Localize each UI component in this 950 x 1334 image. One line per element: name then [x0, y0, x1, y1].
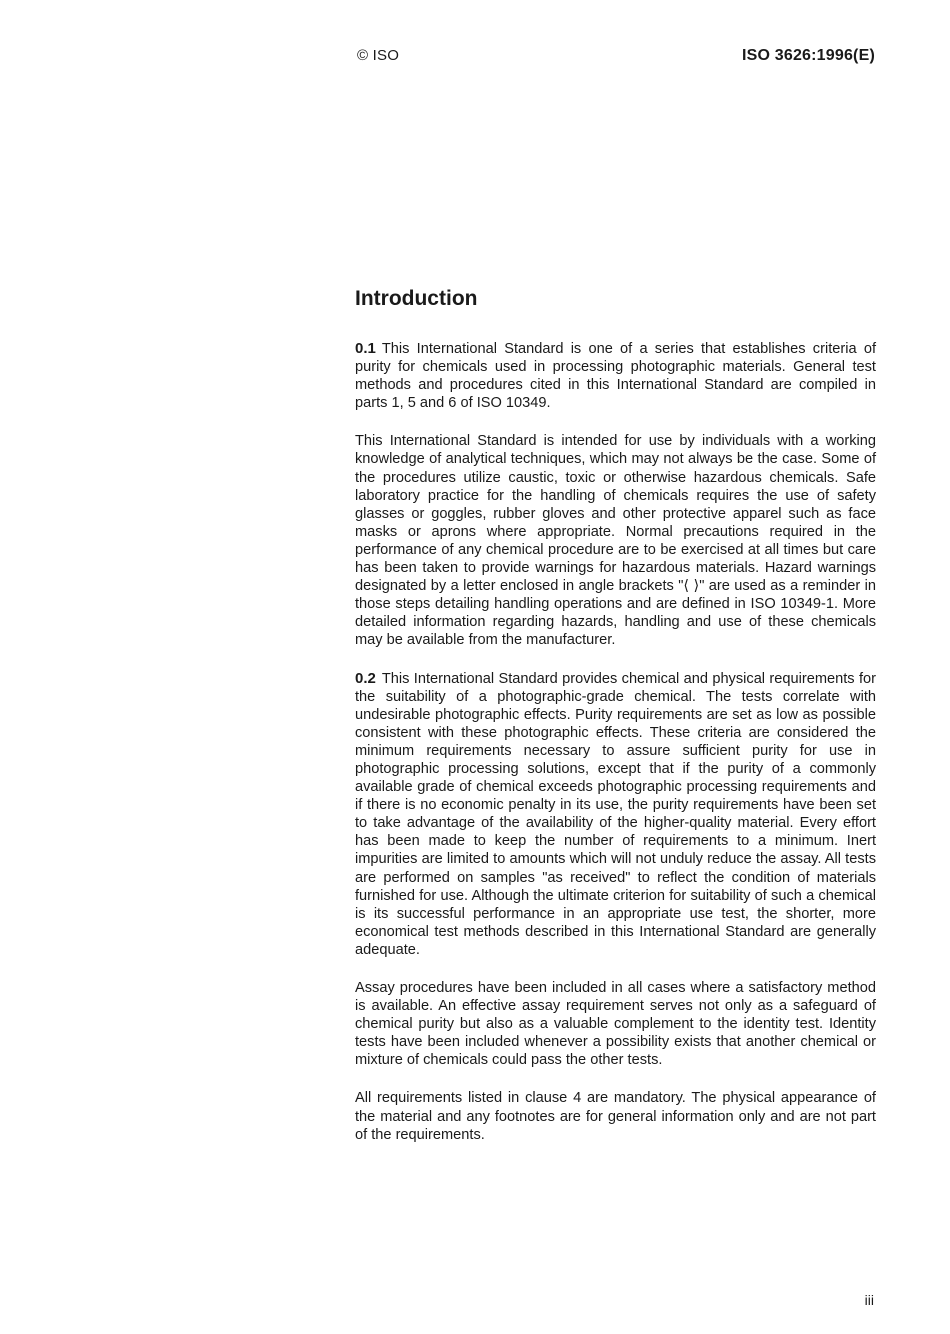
paragraph-safety [355, 432, 876, 649]
clause-number: 0.1 [355, 340, 376, 357]
body-text [355, 340, 876, 1164]
paragraph-text: This International Standard provides chemical and physical requirements for the suitability of a photographic-grade chemical. The tests correlate with undesirable photographic effects. Purity requirements are set as low as possible consistent with these photographic effects. These criteria are considered the minimum requirements necessary to assure sufficient purity for use in photographic processing solutions, except that if the purity of a commonly available grade of chemical exceeds photographic processing requirements and if there is no economic penalty in its use, the purity requirements have been set to take advantage of the availability of the higher-quality material. Every effort has been made to keep the number of requirements to a minimum. Inert impurities are limited to amounts which will not unduly reduce the assay. All tests are performed on samples "as received" to reflect the condition of materials furnished for use. Although the ultimate criterion for suitability of such a chemical is its successful performance in an appropriate use test, the shorter, more economical test methods described in this International Standard are generally adequate. [355, 670, 876, 958]
paragraph-text: This International Standard is intended for use by individuals with a working knowledge of analytical techniques, which may not always be the case. Some of the procedures utilize caustic, toxic or otherwise hazardous chemicals. Safe laboratory practice for the handling of chemicals requires the use of safety glasses or goggles, rubber gloves and other protective apparel such as face masks or aprons where appropriate. Normal precautions required in the performance of any chemical procedure are to be exercised at all times but care has been taken to provide warnings for hazardous materials. Hazard warnings designated by a letter enclosed in angle brackets "⟨ ⟩" are used as a reminder in those steps detailing handling operations and are defined in ISO 10349-1. More detailed information regarding hazards, handling and use of these chemicals may be available from the manufacturer. [355, 433, 876, 649]
paragraph-0-1 [355, 340, 876, 412]
header-document-id: ISO 3626:1996(E) [741, 47, 875, 64]
paragraph-text: Assay procedures have been included in all cases where a satisfactory method is available. An effective assay requirement serves not only as a safeguard of chemical purity but also as a valuable complement to the identity test. Identity tests have been included whenever a possibility exists that another chemical or mixture of chemicals could pass the other tests. [355, 980, 876, 1069]
page-number: iii [864, 1292, 874, 1308]
paragraph-assay [355, 979, 876, 1069]
paragraph-0-2 [355, 670, 876, 960]
paragraph-text: This International Standard is one of a series that establishes criteria of purity for chemicals used in processing photographic materials. General test methods and procedures cited in this International Standard are compiled in parts 1, 5 and 6 of ISO 10349. [355, 341, 876, 412]
paragraph-requirements [355, 1089, 876, 1143]
paragraph-text: All requirements listed in clause 4 are mandatory. The physical appearance of the material and any footnotes are for general information only and are not part of the requirements. [355, 1090, 876, 1143]
section-title: Introduction [355, 287, 478, 310]
clause-number: 0.2 [355, 669, 376, 687]
header-copyright: © ISO [357, 47, 400, 64]
